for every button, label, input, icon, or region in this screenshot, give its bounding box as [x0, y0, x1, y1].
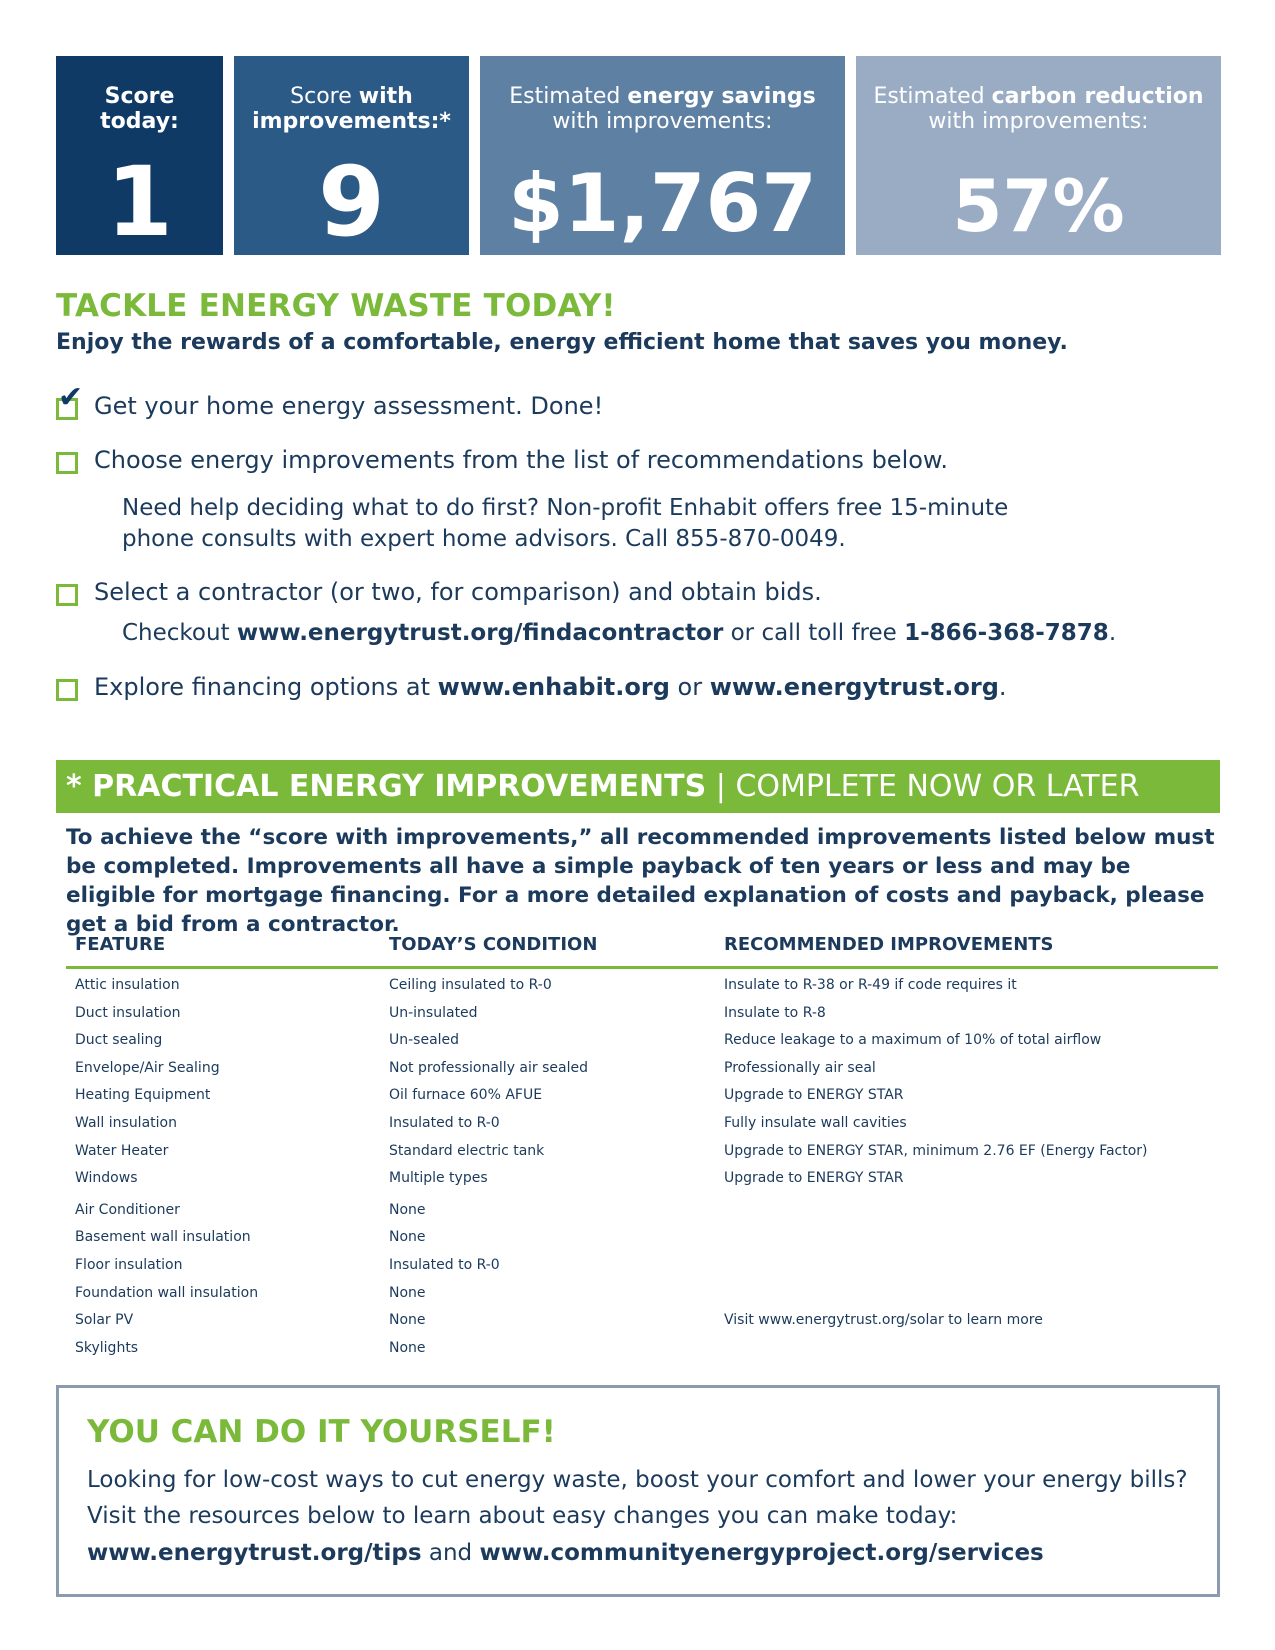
condition-cell: None [389, 1284, 426, 1301]
step-assessment-text: Get your home energy assessment. Done! [94, 392, 604, 420]
carbon-reduction-value: 57% [952, 164, 1125, 248]
contractor-note: Checkout www.energytrust.org/findacontractor or call toll free 1-866-368-7878. [122, 620, 1117, 646]
energy-savings-value: $1,767 [508, 157, 817, 250]
condition-cell: None [389, 1312, 426, 1329]
condition-cell: Not professionally air sealed [389, 1059, 588, 1076]
carbon-reduction-box [856, 56, 1221, 255]
feature-cell: Duct insulation [75, 1004, 181, 1021]
feature-cell: Basement wall insulation [75, 1229, 251, 1246]
recommendation-cell: Insulate to R-8 [724, 1004, 826, 1021]
diy-text: Looking for low-cost ways to cut energy waste, boost your comfort and lower your energy bills? Visit the resources below to learn about easy changes you can make today: [87, 1467, 1188, 1529]
condition-cell: None [389, 1229, 426, 1246]
feature-cell: Duct sealing [75, 1032, 163, 1049]
practical-intro: To achieve the “score with improvements,” all recommended improvements listed below must be completed. Improvements all have a simple payback of ten years or less and may be eligible for mortgage financing. For a more detailed explanation of costs and payback, please get a bid from a contractor. [66, 825, 1215, 937]
table-header [66, 930, 1218, 969]
table-row [66, 1052, 1218, 1080]
energy-savings-box [480, 56, 845, 255]
feature-cell: Attic insulation [75, 977, 180, 993]
find-contractor-link[interactable]: www.energytrust.org/findacontractor [236, 620, 724, 646]
checkmark-icon: ✔ [58, 380, 84, 415]
recommendation-cell: Fully insulate wall cavities [724, 1114, 907, 1131]
enhabit-note: Need help deciding what to do first? Non-profit Enhabit offers free 15-minute phone consults with expert home advisors. Call 855-870-0049. [122, 495, 1009, 552]
table-row [66, 969, 1218, 997]
condition-cell: None [389, 1339, 426, 1356]
feature-cell: Floor insulation [75, 1256, 183, 1273]
step-financing-text: Explore financing options at www.enhabit.org or www.energytrust.org. [94, 673, 1007, 701]
step-contractor-text: Select a contractor (or two, for comparison) and obtain bids. [94, 578, 822, 606]
diy-title: YOU CAN DO IT YOURSELF! [87, 1414, 556, 1450]
table-row [66, 997, 1218, 1025]
feature-cell: Envelope/Air Sealing [75, 1059, 220, 1076]
table-row [66, 1107, 1218, 1135]
score-summary [56, 56, 1221, 258]
energy-savings-label: Estimated energy savings with improvements: [509, 84, 816, 134]
diy-box [56, 1385, 1220, 1597]
condition-cell: Un-sealed [389, 1032, 460, 1049]
table-row [66, 1079, 1218, 1107]
step-choose-text: Choose energy improvements from the list of recommendations below. [94, 446, 948, 474]
header-feature: FEATURE [75, 934, 166, 955]
score-improved-box [234, 56, 469, 258]
checkbox[interactable] [56, 679, 78, 701]
enhabit-link[interactable]: www.enhabit.org [437, 673, 670, 701]
table-row [66, 1135, 1218, 1163]
feature-cell: Air Conditioner [75, 1201, 180, 1218]
score-improved-value: 9 [318, 146, 385, 258]
feature-cell: Foundation wall insulation [75, 1284, 259, 1301]
condition-cell: Insulated to R-0 [389, 1256, 500, 1273]
condition-cell: Un-insulated [389, 1004, 478, 1021]
table-row [66, 1332, 1218, 1360]
feature-cell: Windows [75, 1170, 138, 1187]
header-condition: TODAY’S CONDITION [389, 934, 598, 955]
condition-cell: Standard electric tank [389, 1142, 545, 1159]
table-row [66, 1277, 1218, 1305]
table-row [66, 1162, 1218, 1190]
toll-free-phone: 1-866-368-7878 [904, 620, 1109, 646]
condition-cell: Multiple types [389, 1170, 488, 1187]
tackle-subtitle: Enjoy the rewards of a comfortable, energy efficient home that saves you money. [56, 330, 1068, 355]
feature-cell: Water Heater [75, 1142, 169, 1159]
header-recommended: RECOMMENDED IMPROVEMENTS [724, 934, 1054, 955]
recommendation-cell: Upgrade to ENERGY STAR, minimum 2.76 EF (Energy Factor) [724, 1142, 1148, 1159]
score-today-value: 1 [106, 146, 173, 258]
diy-links: www.energytrust.org/tips and www.communityenergyproject.org/services [87, 1540, 1044, 1566]
improvements-table [66, 930, 1218, 1359]
condition-cell: None [389, 1201, 426, 1218]
recommendation-cell: Professionally air seal [724, 1059, 876, 1076]
score-today-label: Score today: [100, 84, 179, 134]
carbon-reduction-label: Estimated carbon reduction with improvements: [873, 84, 1204, 134]
feature-cell: Skylights [75, 1339, 139, 1356]
table-body [66, 969, 1218, 1359]
feature-cell: Heating Equipment [75, 1087, 211, 1104]
practical-improvements-banner: * PRACTICAL ENERGY IMPROVEMENTS | COMPLETE NOW OR LATER [56, 760, 1220, 813]
checkbox[interactable] [56, 452, 78, 474]
feature-cell: Solar PV [75, 1312, 134, 1329]
score-today-box [56, 56, 223, 258]
recommendation-cell: Upgrade to ENERGY STAR [724, 1087, 904, 1104]
tips-link[interactable]: www.energytrust.org/tips [87, 1540, 422, 1566]
condition-cell: Ceiling insulated to R-0 [389, 977, 552, 993]
table-row [66, 1249, 1218, 1277]
feature-cell: Wall insulation [75, 1114, 177, 1131]
table-row [66, 1221, 1218, 1249]
table-row [66, 1194, 1218, 1222]
recommendation-cell: Reduce leakage to a maximum of 10% of total airflow [724, 1032, 1102, 1049]
recommendation-cell: Insulate to R-38 or R-49 if code requires it [724, 977, 1017, 993]
table-row [66, 1304, 1218, 1332]
score-improved-label: Score with improvements:* [252, 84, 451, 134]
condition-cell: Oil furnace 60% AFUE [389, 1087, 543, 1104]
checkbox[interactable] [56, 584, 78, 606]
energytrust-link[interactable]: www.energytrust.org [709, 673, 999, 701]
table-row [66, 1024, 1218, 1052]
recommendation-cell: Visit www.energytrust.org/solar to learn more [724, 1312, 1043, 1329]
community-energy-link[interactable]: www.communityenergyproject.org/services [479, 1540, 1044, 1566]
recommendation-cell: Upgrade to ENERGY STAR [724, 1170, 904, 1187]
tackle-title: TACKLE ENERGY WASTE TODAY! [56, 288, 616, 324]
condition-cell: Insulated to R-0 [389, 1114, 500, 1131]
